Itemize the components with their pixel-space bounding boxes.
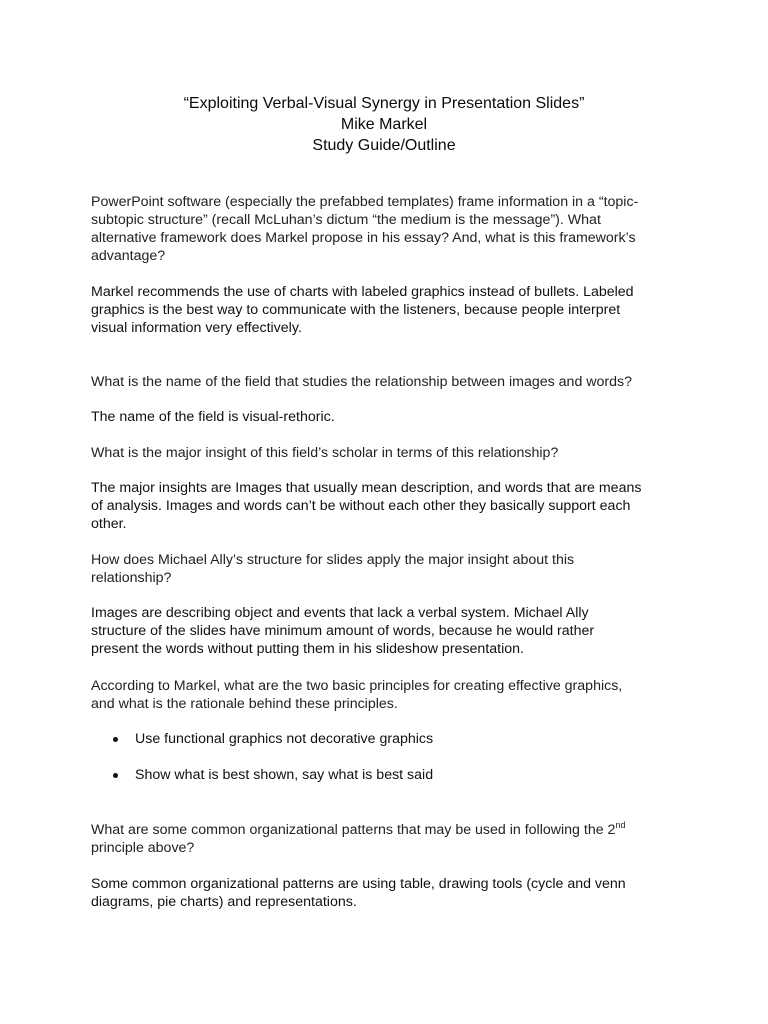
answer-1-line: visual information very effectively. (91, 320, 302, 336)
answer-3-line: The major insights are Images that usually mean description, and words that are means (91, 480, 642, 496)
answer-2-line: The name of the field is visual-rethoric. (91, 409, 335, 425)
question-2 (91, 373, 691, 391)
answer-3-line: of analysis. Images and words can’t be without each other they basically support each (91, 498, 631, 514)
question-4-line: How does Michael Ally’s structure for slides apply the major insight about this (91, 552, 575, 568)
question-3 (91, 444, 691, 462)
bullet-icon (113, 773, 118, 778)
question-4-line: relationship? (91, 570, 172, 586)
document-header (0, 93, 768, 156)
question-6 (91, 821, 691, 857)
ordinal-suffix: nd (615, 820, 626, 830)
question-5 (91, 677, 691, 713)
question-2-line: What is the name of the field that studies the relationship between images and words? (91, 374, 633, 390)
list-item-text: Use functional graphics not decorative graphics (135, 731, 434, 747)
list-item (91, 766, 691, 784)
question-1-line: PowerPoint software (especially the prefabbed templates) frame information in a “topic- (91, 194, 639, 210)
answer-1-line: Markel recommends the use of charts with labeled graphics instead of bullets. Labeled (91, 284, 634, 300)
document-title: “Exploiting Verbal-Visual Synergy in Presentation Slides” (183, 95, 585, 112)
answer-6-line: diagrams, pie charts) and representations. (91, 894, 357, 910)
answer-4-line: present the words without putting them in his slideshow presentation. (91, 641, 524, 657)
question-4 (91, 551, 691, 587)
principles-list (91, 730, 691, 802)
answer-4-line: structure of the slides have minimum amount of words, because he would rather (91, 623, 595, 639)
question-1-line: advantage? (91, 248, 166, 264)
answer-1 (91, 283, 691, 337)
answer-6-line: Some common organizational patterns are using table, drawing tools (cycle and venn (91, 876, 626, 892)
question-6-line (91, 821, 691, 839)
answer-6 (91, 875, 691, 911)
answer-3-line: other. (91, 516, 127, 532)
list-item-text: Show what is best shown, say what is best said (135, 767, 434, 783)
answer-3 (91, 479, 691, 533)
bullet-icon (113, 737, 118, 742)
document-author: Mike Markel (340, 116, 428, 133)
question-1-line: alternative framework does Markel propose in his essay? And, what is this framework’s (91, 230, 636, 246)
question-6-text: What are some common organizational patterns that may be used in following the 2 (91, 822, 616, 838)
answer-2 (91, 408, 691, 426)
question-5-line: According to Markel, what are the two basic principles for creating effective graphics, (91, 678, 623, 694)
question-1-line: subtopic structure” (recall McLuhan’s dictum “the medium is the message”). What (91, 212, 601, 228)
question-3-line: What is the major insight of this field’s scholar in terms of this relationship? (91, 445, 559, 461)
answer-4 (91, 604, 691, 658)
answer-1-line: graphics is the best way to communicate with the listeners, because people interpret (91, 302, 621, 318)
list-item (91, 730, 691, 748)
question-5-line: and what is the rationale behind these principles. (91, 696, 398, 712)
document-subtitle: Study Guide/Outline (312, 137, 456, 154)
question-6-line: principle above? (91, 840, 195, 856)
answer-4-line: Images are describing object and events that lack a verbal system. Michael Ally (91, 605, 589, 621)
question-1 (91, 193, 691, 265)
